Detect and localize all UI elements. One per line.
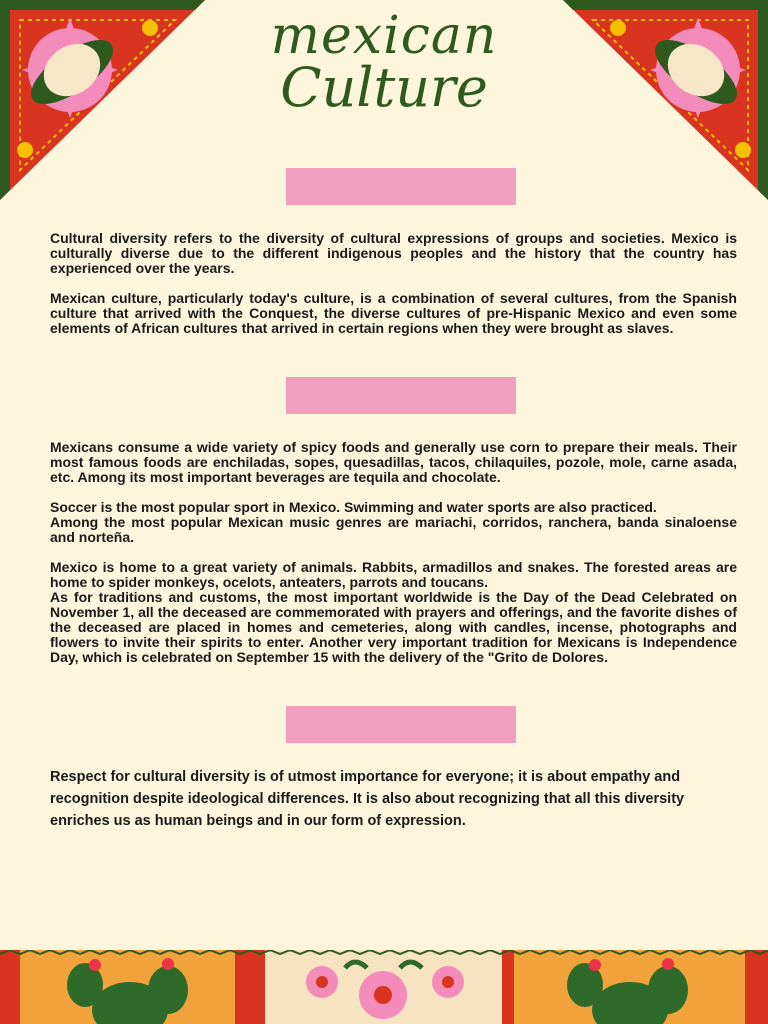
paragraph: Respect for cultural diversity is of utmost importance for everyone; it is about empathy and recognition despite ideological differences. It is also about recognizing that all this diversity enriches us as human beings and in our form of expression. [50,769,685,829]
paragraph: Mexico is home to a great variety of animals. Rabbits, armadillos and snakes. The forested areas are home to spider monkeys, ocelots, anteaters, parrots and toucans. [50,559,737,590]
section-1-body [50,231,737,336]
paragraph: Cultural diversity refers to the diversity of cultural expressions of groups and societies. Mexico is culturally diverse due to the different indigenous peoples and the history that the country has experienced over the years. [50,230,737,276]
paragraph: Among the most popular Mexican music genres are mariachi, corridos, ranchera, banda sinaloense and norteña. [50,514,737,545]
paragraph: As for traditions and customs, the most important worldwide is the Day of the Dead Celebrated on November 1, all the deceased are commemorated with prayers and offerings, and the favorite dishes of the deceased are placed in homes and cemeteries, along with candles, incense, photographs and flowers to invite their spirits to enter. Another very important tradition for Mexicans is Independence Day, which is celebrated on September 15 with the delivery of the "Grito de Dolores. [50,589,737,665]
paragraph: Mexicans consume a wide variety of spicy foods and generally use corn to prepare their meals. Their most famous foods are enchiladas, sopes, quesadillas, tacos, chilaquiles, pozole, mole, carne asada, etc. Among its most important beverages are tequila and chocolate. [50,439,737,485]
section-3-body [50,766,737,832]
section-2-header-bar [286,377,516,414]
decorative-footer-band [0,950,768,1024]
page-title [0,6,768,119]
paragraph: Mexican culture, particularly today's culture, is a combination of several cultures, from the Spanish culture that arrived with the Conquest, the diverse cultures of pre-Hispanic Mexico and even some elements of African cultures that arrived in certain regions when they were brought as slaves. [50,290,737,336]
paragraph: Soccer is the most popular sport in Mexico. Swimming and water sports are also practiced. [50,499,657,515]
section-1-header-bar [286,168,516,205]
section-3-header-bar [286,706,516,743]
section-2-body [50,440,737,665]
title-line-2: Culture [280,56,488,119]
title-line-1: mexican [270,6,498,66]
